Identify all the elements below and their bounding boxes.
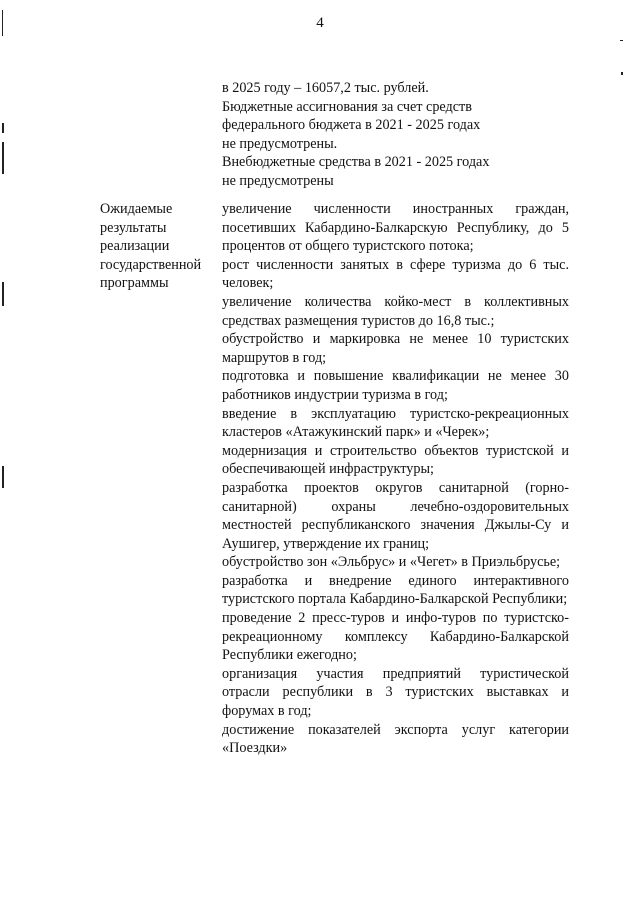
funding-line: Бюджетные ассигнования за счет средств: [222, 98, 472, 115]
funding-line: в 2025 году – 16057,2 тыс. рублей.: [222, 80, 429, 96]
scan-edge-mark: [620, 40, 623, 41]
result-item: введение в эксплуатацию туристско-рекреационных кластеров «Атажукинский парк» и «Черек»;: [222, 405, 569, 441]
section-label-line: программы: [100, 275, 169, 292]
funding-text: [222, 79, 489, 191]
funding-line: Внебюджетные средства в 2021 - 2025 годах: [222, 154, 490, 171]
section-label-line: государственной: [100, 256, 202, 273]
result-item: разработка и внедрение единого интерактивного туристского портала Кабардино-Балкарской Республики;: [222, 572, 569, 608]
section-label-line: результаты: [100, 219, 167, 236]
funding-line: федерального бюджета в 2021 - 2025 годах: [222, 117, 481, 134]
funding-line: не предусмотрены: [222, 172, 334, 189]
section-label: [100, 200, 212, 293]
result-item: модернизация и строительство объектов туристской и обеспечивающей инфраструктуры;: [222, 442, 569, 478]
section-label-line: реализации: [100, 238, 170, 255]
result-item: рост численности занятых в сфере туризма до 6 тыс. человек;: [222, 256, 569, 292]
result-item: подготовка и повышение квалификации не менее 30 работников индустрии туризма в год;: [222, 368, 569, 403]
page-number: 4: [316, 15, 324, 31]
result-item: обустройство зон «Эльбрус» и «Чегет» в Приэльбрусье;: [222, 554, 561, 571]
scan-edge-mark: [2, 123, 4, 133]
result-item: увеличение количества койко-мест в коллективных средствах размещения туристов до 16,8 тыс.;: [222, 293, 569, 329]
section-label-line: Ожидаемые: [100, 201, 173, 217]
result-item: организация участия предприятий туристической отрасли республики в 3 туристских выставках и форумах в год;: [222, 665, 569, 720]
result-item: проведение 2 пресс-туров и инфо-туров по туристско-рекреационному комплексу Кабардино-Балкарской Республики ежегодно;: [222, 610, 569, 664]
expected-results-list: [222, 200, 569, 758]
result-item: достижение показателей экспорта услуг категории «Поездки»: [222, 721, 569, 757]
funding-line: не предусмотрены.: [222, 135, 338, 152]
scan-edge-mark: [2, 282, 4, 306]
scan-edge-mark: [2, 142, 4, 174]
scan-edge-mark: [2, 466, 4, 488]
result-item: разработка проектов округов санитарной (горно-санитарной) охраны лечебно-оздоровительных местностей республиканского значения Джылы-Су и Аушигер, утверждение их границ;: [222, 479, 569, 552]
result-item: обустройство и маркировка не менее 10 туристских маршрутов в год;: [222, 331, 569, 366]
result-item: увеличение численности иностранных граждан, посетивших Кабардино-Балкарскую Республику, до 5 процентов от общего туристского потока;: [222, 201, 569, 255]
scan-edge-mark: [621, 72, 623, 75]
